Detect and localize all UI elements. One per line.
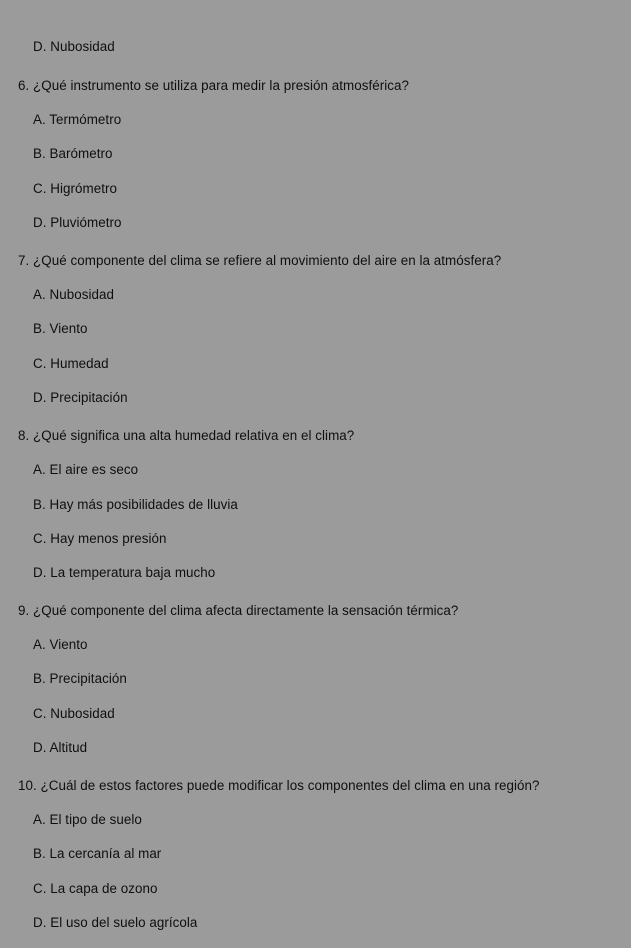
q6-option-c: C. Higrómetro [33,181,117,196]
q9-option-c: C. Nubosidad [33,706,115,721]
question-10: 10. ¿Cuál de estos factores puede modificar los componentes del clima en una región? [18,778,540,793]
q9-option-b: B. Precipitación [33,671,127,686]
q10-option-c: C. La capa de ozono [33,881,158,896]
q6-option-a: A. Termómetro [33,112,122,127]
q9-option-a: A. Viento [33,637,88,652]
q10-option-d: D. El uso del suelo agrícola [33,915,198,930]
q10-option-b: B. La cercanía al mar [33,846,162,861]
q7-option-c: C. Humedad [33,356,109,371]
q10-option-a: A. El tipo de suelo [33,812,142,827]
q8-option-d: D. La temperatura baja mucho [33,565,216,580]
q9-option-d: D. Altitud [33,740,88,755]
q6-option-d: D. Pluviómetro [33,215,122,230]
question-8: 8. ¿Qué significa una alta humedad relativa en el clima? [18,428,355,443]
q8-option-a: A. El aire es seco [33,462,139,477]
prev-option-d: D. Nubosidad [33,39,115,54]
q7-option-d: D. Precipitación [33,390,128,405]
q8-option-c: C. Hay menos presión [33,531,167,546]
question-7: 7. ¿Qué componente del clima se refiere al movimiento del aire en la atmósfera? [18,253,502,268]
question-6: 6. ¿Qué instrumento se utiliza para medir la presión atmosférica? [18,78,410,93]
q8-option-b: B. Hay más posibilidades de lluvia [33,497,238,512]
q7-option-b: B. Viento [33,321,88,336]
question-9: 9. ¿Qué componente del clima afecta directamente la sensación térmica? [18,603,459,618]
q6-option-b: B. Barómetro [33,146,113,161]
q7-option-a: A. Nubosidad [33,287,114,302]
